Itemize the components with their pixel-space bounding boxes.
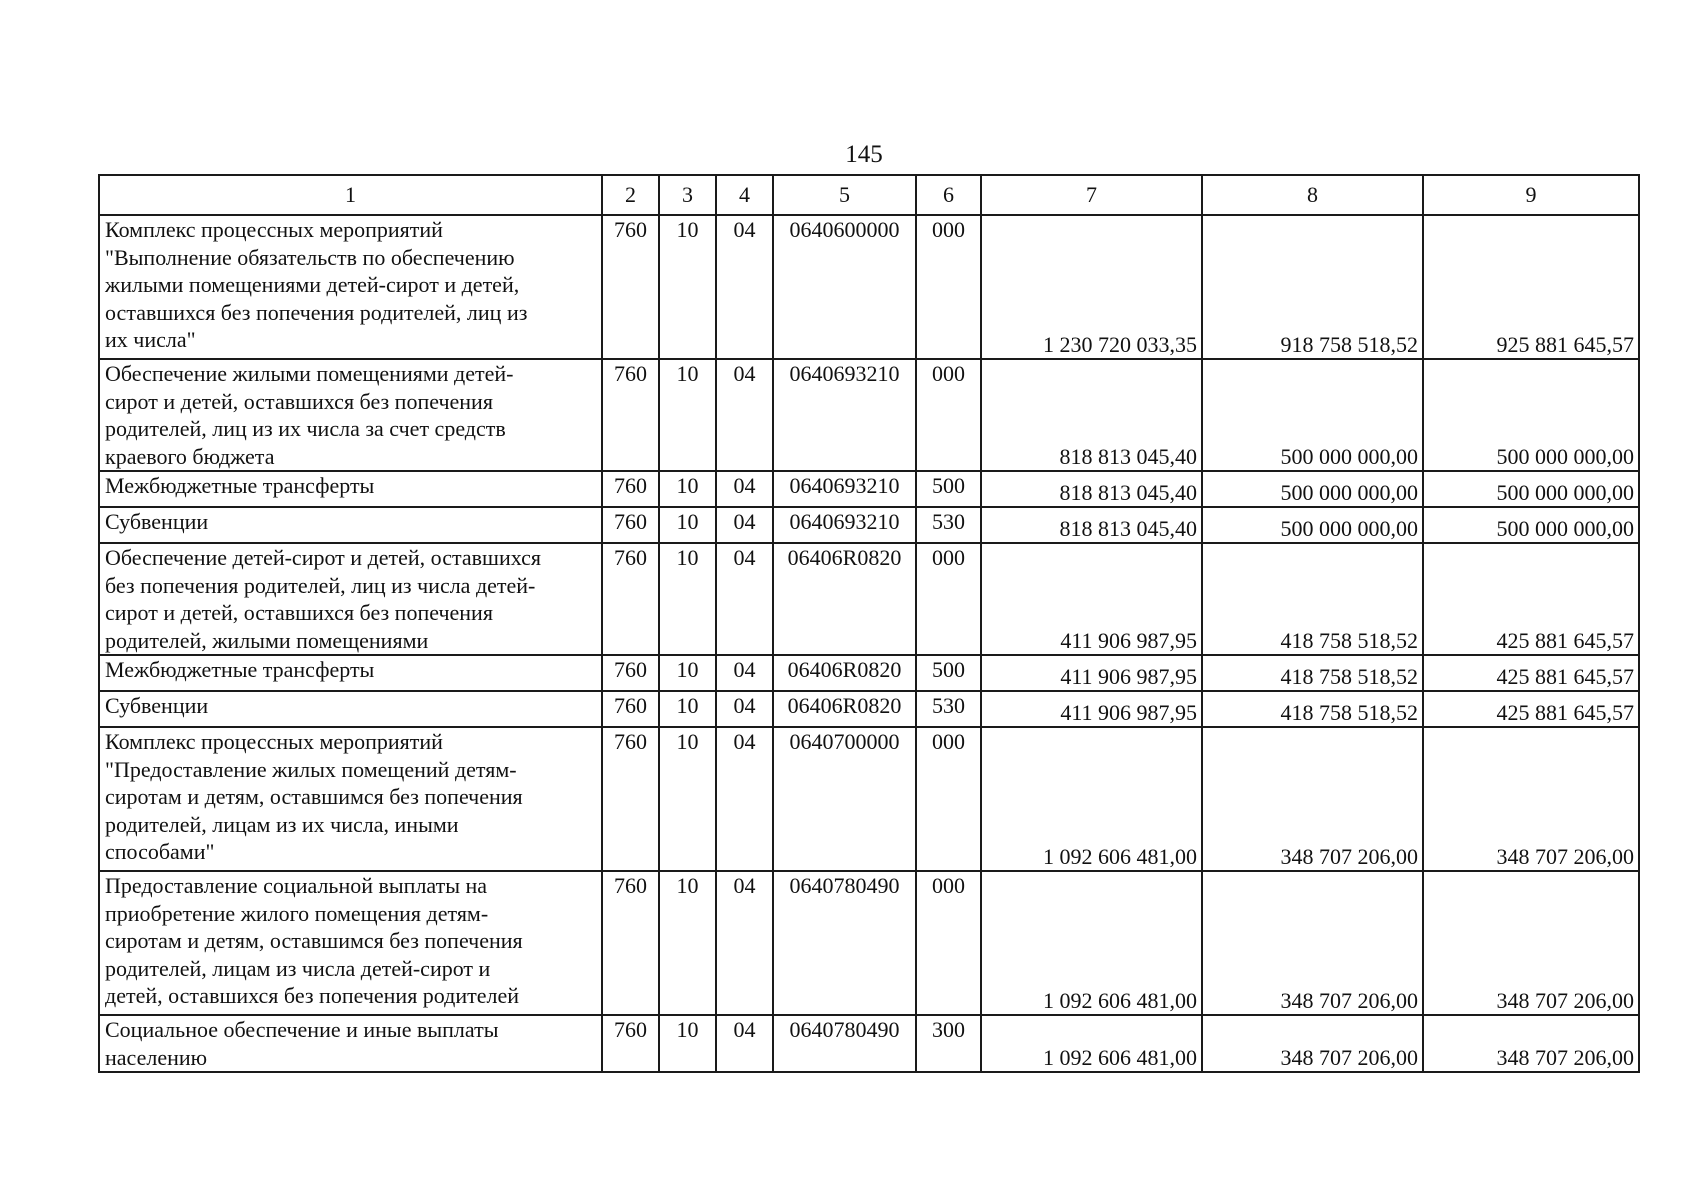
target-article-cell: 06406R0820	[773, 543, 916, 655]
amount-year1-cell: 818 813 045,40	[981, 359, 1202, 471]
subsection-code-cell: 04	[716, 691, 773, 727]
amount-year2-cell: 348 707 206,00	[1202, 871, 1423, 1015]
expense-type-cell: 000	[916, 543, 981, 655]
amount-year3-cell: 425 881 645,57	[1423, 655, 1639, 691]
admin-code-cell: 760	[602, 543, 659, 655]
subsection-code-cell: 04	[716, 507, 773, 543]
target-article-cell: 0640700000	[773, 727, 916, 871]
section-code-cell: 10	[659, 727, 716, 871]
row-name-cell: Социальное обеспечение и иные выплаты населению	[99, 1015, 602, 1072]
target-article-cell: 0640693210	[773, 507, 916, 543]
table-row	[99, 215, 1639, 359]
header-cell: 8	[1202, 175, 1423, 215]
row-name-cell: Предоставление социальной выплаты на приобретение жилого помещения детям- сиротам и детям, оставшимся без попечения родителей, лицам из числа детей-сирот и детей, оставшихся без попечения родителей	[99, 871, 602, 1015]
expense-type-cell: 000	[916, 359, 981, 471]
target-article-cell: 0640600000	[773, 215, 916, 359]
header-cell: 7	[981, 175, 1202, 215]
amount-year1-cell: 1 092 606 481,00	[981, 1015, 1202, 1072]
header-cell: 9	[1423, 175, 1639, 215]
amount-year1-cell: 1 092 606 481,00	[981, 871, 1202, 1015]
target-article-cell: 0640780490	[773, 1015, 916, 1072]
row-name-cell: Комплекс процессных мероприятий "Предоставление жилых помещений детям- сиротам и детям, оставшимся без попечения родителей, лицам из их числа, иными способами"	[99, 727, 602, 871]
subsection-code-cell: 04	[716, 871, 773, 1015]
subsection-code-cell: 04	[716, 359, 773, 471]
target-article-cell: 06406R0820	[773, 691, 916, 727]
expense-type-cell: 530	[916, 507, 981, 543]
admin-code-cell: 760	[602, 215, 659, 359]
amount-year1-cell: 818 813 045,40	[981, 471, 1202, 507]
amount-year1-cell: 1 092 606 481,00	[981, 727, 1202, 871]
subsection-code-cell: 04	[716, 215, 773, 359]
section-code-cell: 10	[659, 871, 716, 1015]
subsection-code-cell: 04	[716, 655, 773, 691]
row-name-cell: Субвенции	[99, 507, 602, 543]
table-row	[99, 691, 1639, 727]
subsection-code-cell: 04	[716, 727, 773, 871]
header-cell: 6	[916, 175, 981, 215]
target-article-cell: 0640693210	[773, 471, 916, 507]
section-code-cell: 10	[659, 215, 716, 359]
expense-type-cell: 500	[916, 655, 981, 691]
admin-code-cell: 760	[602, 871, 659, 1015]
admin-code-cell: 760	[602, 359, 659, 471]
budget-table	[98, 174, 1640, 1073]
table-row	[99, 471, 1639, 507]
amount-year1-cell: 411 906 987,95	[981, 655, 1202, 691]
row-name-cell: Межбюджетные трансферты	[99, 471, 602, 507]
amount-year2-cell: 500 000 000,00	[1202, 359, 1423, 471]
subsection-code-cell: 04	[716, 471, 773, 507]
subsection-code-cell: 04	[716, 543, 773, 655]
amount-year3-cell: 425 881 645,57	[1423, 691, 1639, 727]
admin-code-cell: 760	[602, 655, 659, 691]
section-code-cell: 10	[659, 471, 716, 507]
amount-year2-cell: 418 758 518,52	[1202, 543, 1423, 655]
table-header-row	[99, 175, 1639, 215]
header-cell: 4	[716, 175, 773, 215]
target-article-cell: 0640780490	[773, 871, 916, 1015]
header-cell: 5	[773, 175, 916, 215]
amount-year3-cell: 500 000 000,00	[1423, 359, 1639, 471]
page-number: 145	[845, 141, 883, 168]
table-row	[99, 507, 1639, 543]
target-article-cell: 06406R0820	[773, 655, 916, 691]
section-code-cell: 10	[659, 655, 716, 691]
table-row	[99, 359, 1639, 471]
amount-year2-cell: 500 000 000,00	[1202, 471, 1423, 507]
amount-year3-cell: 925 881 645,57	[1423, 215, 1639, 359]
amount-year3-cell: 348 707 206,00	[1423, 871, 1639, 1015]
amount-year2-cell: 918 758 518,52	[1202, 215, 1423, 359]
expense-type-cell: 000	[916, 727, 981, 871]
table-row	[99, 871, 1639, 1015]
section-code-cell: 10	[659, 359, 716, 471]
target-article-cell: 0640693210	[773, 359, 916, 471]
amount-year3-cell: 500 000 000,00	[1423, 507, 1639, 543]
amount-year1-cell: 818 813 045,40	[981, 507, 1202, 543]
amount-year1-cell: 1 230 720 033,35	[981, 215, 1202, 359]
section-code-cell: 10	[659, 543, 716, 655]
table-row	[99, 543, 1639, 655]
admin-code-cell: 760	[602, 691, 659, 727]
amount-year2-cell: 348 707 206,00	[1202, 1015, 1423, 1072]
expense-type-cell: 530	[916, 691, 981, 727]
table-row	[99, 1015, 1639, 1072]
admin-code-cell: 760	[602, 727, 659, 871]
section-code-cell: 10	[659, 1015, 716, 1072]
admin-code-cell: 760	[602, 507, 659, 543]
amount-year3-cell: 348 707 206,00	[1423, 1015, 1639, 1072]
row-name-cell: Обеспечение жилыми помещениями детей- сирот и детей, оставшихся без попечения родителей, лиц из их числа за счет средств краевого бюджета	[99, 359, 602, 471]
row-name-cell: Межбюджетные трансферты	[99, 655, 602, 691]
amount-year3-cell: 500 000 000,00	[1423, 471, 1639, 507]
table-row	[99, 727, 1639, 871]
amount-year1-cell: 411 906 987,95	[981, 691, 1202, 727]
admin-code-cell: 760	[602, 1015, 659, 1072]
amount-year2-cell: 418 758 518,52	[1202, 655, 1423, 691]
expense-type-cell: 000	[916, 871, 981, 1015]
amount-year2-cell: 418 758 518,52	[1202, 691, 1423, 727]
amount-year1-cell: 411 906 987,95	[981, 543, 1202, 655]
expense-type-cell: 300	[916, 1015, 981, 1072]
subsection-code-cell: 04	[716, 1015, 773, 1072]
amount-year2-cell: 348 707 206,00	[1202, 727, 1423, 871]
section-code-cell: 10	[659, 507, 716, 543]
admin-code-cell: 760	[602, 471, 659, 507]
row-name-cell: Обеспечение детей-сирот и детей, оставшихся без попечения родителей, лиц из числа детей- сирот и детей, оставшихся без попечения родителей, жилыми помещениями	[99, 543, 602, 655]
section-code-cell: 10	[659, 691, 716, 727]
amount-year3-cell: 348 707 206,00	[1423, 727, 1639, 871]
expense-type-cell: 500	[916, 471, 981, 507]
header-cell: 3	[659, 175, 716, 215]
amount-year3-cell: 425 881 645,57	[1423, 543, 1639, 655]
expense-type-cell: 000	[916, 215, 981, 359]
row-name-cell: Комплекс процессных мероприятий "Выполнение обязательств по обеспечению жилыми помещениями детей-сирот и детей, оставшихся без попечения родителей, лиц из их числа"	[99, 215, 602, 359]
row-name-cell: Субвенции	[99, 691, 602, 727]
header-cell: 1	[99, 175, 602, 215]
header-cell: 2	[602, 175, 659, 215]
amount-year2-cell: 500 000 000,00	[1202, 507, 1423, 543]
table-row	[99, 655, 1639, 691]
